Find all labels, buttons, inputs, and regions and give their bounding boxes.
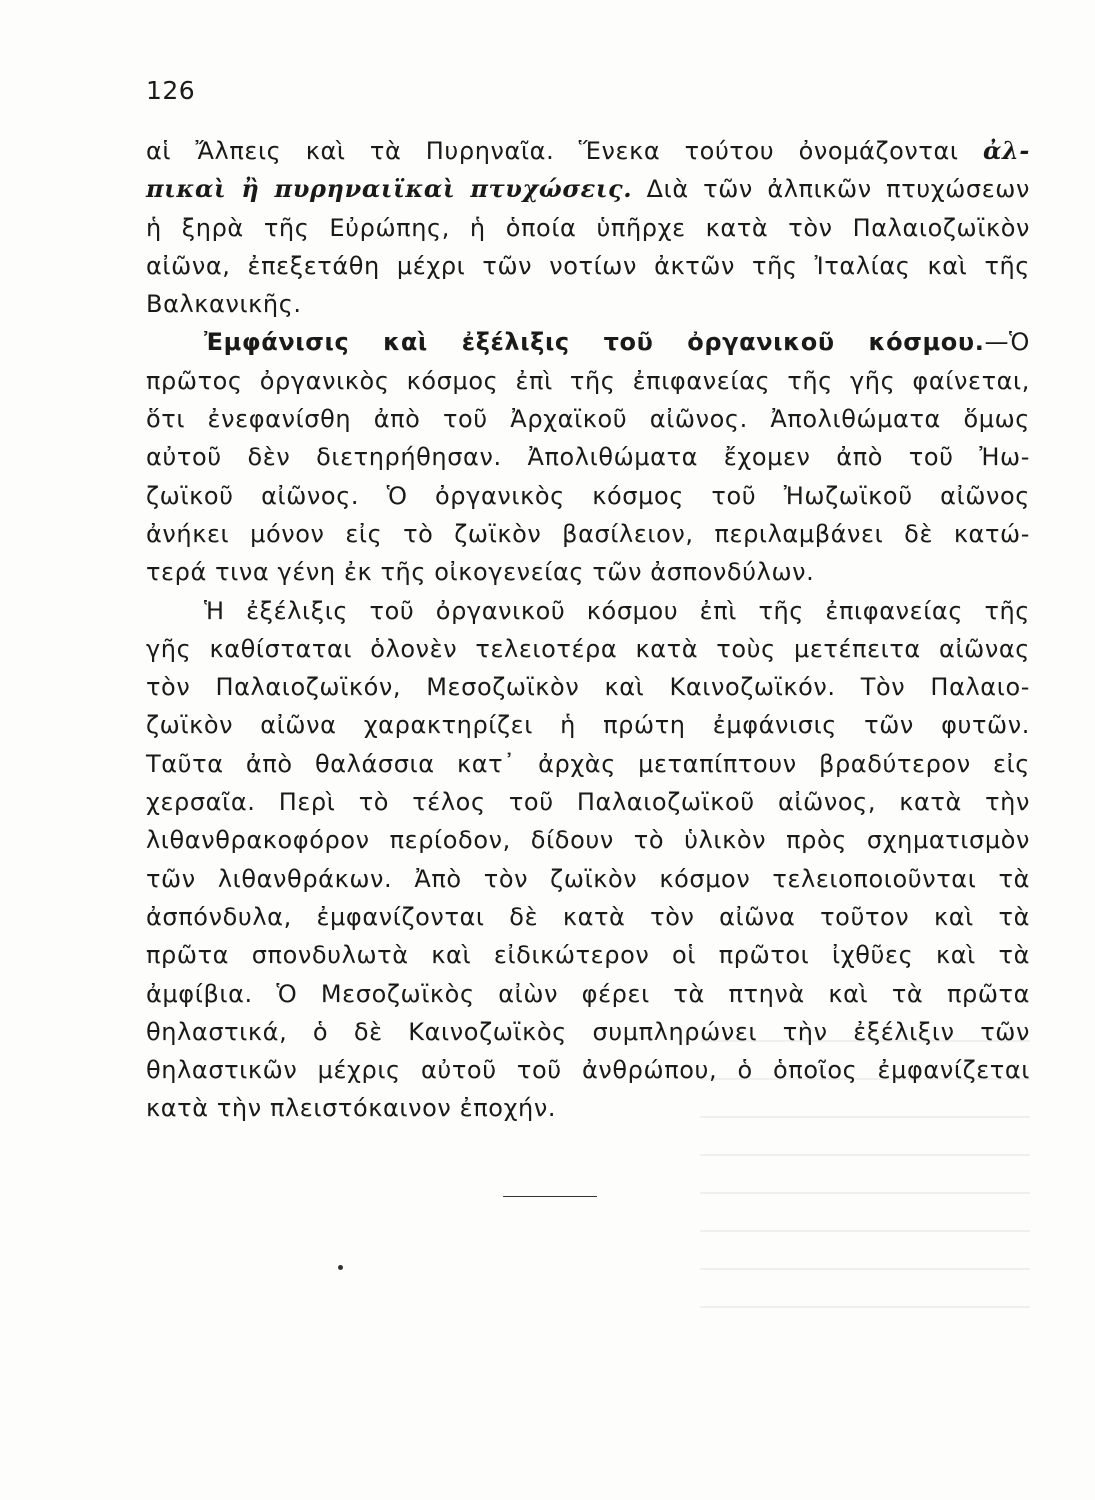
text-segment: κατὰ τὴν πλειστόκαινον ἐποχήν. [146,1094,557,1123]
text-line [146,515,1030,553]
text-line [146,860,1030,898]
text-line [146,1051,1030,1089]
text-segment: ἡ ξηρὰ τῆς Εὐρώπης, ἡ ὁποία ὑπῆρχε κατὰ τὸν Παλαιοζωϊκὸν [146,213,1030,242]
text-line [146,400,1030,438]
text-line [146,285,1030,323]
body-text [146,132,1030,1128]
text-segment: γῆς καθίσταται ὁλονὲν τελειοτέρα κατὰ τοὺς μετέπειτα αἰῶνας [146,634,1030,663]
text-segment: πρῶτος ὀργανικὸς κόσμος ἐπὶ τῆς ἐπιφανείας τῆς γῆς φαίνεται, [146,366,1030,395]
text-segment: ἀλ- [982,136,1030,165]
text-segment: χερσαῖα. Περὶ τὸ τέλος τοῦ Παλαιοζωϊκοῦ αἰῶνος, κατὰ τὴν [146,788,1030,817]
text-segment: ἀμφίβια. Ὁ Μεσοζωϊκὸς αἰὼν φέρει τὰ πτηνὰ καὶ τὰ πρῶτα [146,979,1030,1008]
text-line [146,783,1030,821]
text-segment: πικαὶ ἢ πυρηναιϊκαὶ πτυχώσεις. [146,174,633,204]
text-line [146,553,1030,591]
text-segment: αἰῶνα, ἐπεξετάθη μέχρι τῶν νοτίων ἀκτῶν τῆς Ἰταλίας καὶ τῆς [146,251,1030,280]
text-line [146,821,1030,859]
text-segment: Διὰ τῶν ἀλπικῶν πτυχώσεων [632,175,1030,204]
ink-speck [338,1265,343,1270]
text-line [146,706,1030,744]
page-number: 126 [146,76,196,105]
text-segment: ζωϊκὸν αἰῶνα χαρακτηρίζει ἡ πρώτη ἐμφάνισις τῶν φυτῶν. [146,711,1030,740]
text-segment: πρῶτα σπονδυλωτὰ καὶ εἰδικώτερον οἱ πρῶτοι ἰχθῦες καὶ τὰ [146,941,1030,970]
text-segment: θηλαστικῶν μέχρις αὐτοῦ τοῦ ἀνθρώπου, ὁ ὁποῖος ἐμφανίζεται [146,1056,1030,1085]
text-segment: —Ὁ [984,328,1030,357]
text-line [146,247,1030,285]
text-segment: ζωϊκοῦ αἰῶνος. Ὁ ὀργανικὸς κόσμος τοῦ Ἠωζωϊκοῦ αἰῶνος [146,481,1030,510]
text-segment: τῶν λιθανθράκων. Ἀπὸ τὸν ζωϊκὸν κόσμον τελειοποιοῦνται τὰ [146,864,1030,893]
text-segment: αὐτοῦ δὲν διετηρήθησαν. Ἀπολιθώματα ἔχομεν ἀπὸ τοῦ Ἠω- [146,443,1030,472]
text-segment: Ἐμφάνισις καὶ ἐξέλιξις τοῦ ὀργανικοῦ κόσμου. [204,328,985,357]
text-segment: ἀσπόνδυλα, ἐμφανίζονται δὲ κατὰ τὸν αἰῶνα τοῦτον καὶ τὰ [146,902,1030,931]
text-line [146,477,1030,515]
text-line [146,132,1030,170]
text-line [146,936,1030,974]
text-segment: Ταῦτα ἀπὸ θαλάσσια κατ᾽ ἀρχὰς μεταπίπτουν βραδύτερον εἰς [146,749,1030,778]
text-segment: ἀνήκει μόνον εἰς τὸ ζωϊκὸν βασίλειον, περιλαμβάνει δὲ κατώ- [146,519,1030,548]
text-segment: θηλαστικά, ὁ δὲ Καινοζωϊκὸς συμπληρώνει τὴν ἐξέλιξιν τῶν [146,1017,1030,1046]
text-line [146,745,1030,783]
text-line [146,668,1030,706]
text-line [146,592,1030,630]
text-line [146,209,1030,247]
text-line [146,1089,1030,1127]
text-segment: τὸν Παλαιοζωϊκόν, Μεσοζωϊκὸν καὶ Καινοζωϊκόν. Τὸν Παλαιο- [146,673,1030,702]
text-line [146,362,1030,400]
text-segment: ὅτι ἐνεφανίσθη ἀπὸ τοῦ Ἀρχαϊκοῦ αἰῶνος. Ἀπολιθώματα ὅμως [146,405,1030,434]
text-segment: Βαλκανικῆς. [146,290,302,319]
text-line [146,438,1030,476]
text-segment: τερά τινα γένη ἐκ τῆς οἰκογενείας τῶν ἀσπονδύλων. [146,558,815,587]
text-segment: λιθανθρακοφόρον περίοδον, δίδουν τὸ ὑλικὸν πρὸς σχηματισμὸν [146,826,1030,855]
text-line [146,975,1030,1013]
text-segment: Ἡ ἐξέλιξις τοῦ ὀργανικοῦ κόσμου ἐπὶ τῆς ἐπιφανείας τῆς [204,596,1030,625]
text-line [146,630,1030,668]
text-segment: αἱ Ἄλπεις καὶ τὰ Πυρηναῖα. Ἕνεκα τούτου ὀνομάζονται [146,137,983,165]
text-line [146,898,1030,936]
section-end-rule [503,1196,597,1197]
text-line [146,323,1030,361]
text-line [146,1013,1030,1051]
text-line [146,170,1030,208]
